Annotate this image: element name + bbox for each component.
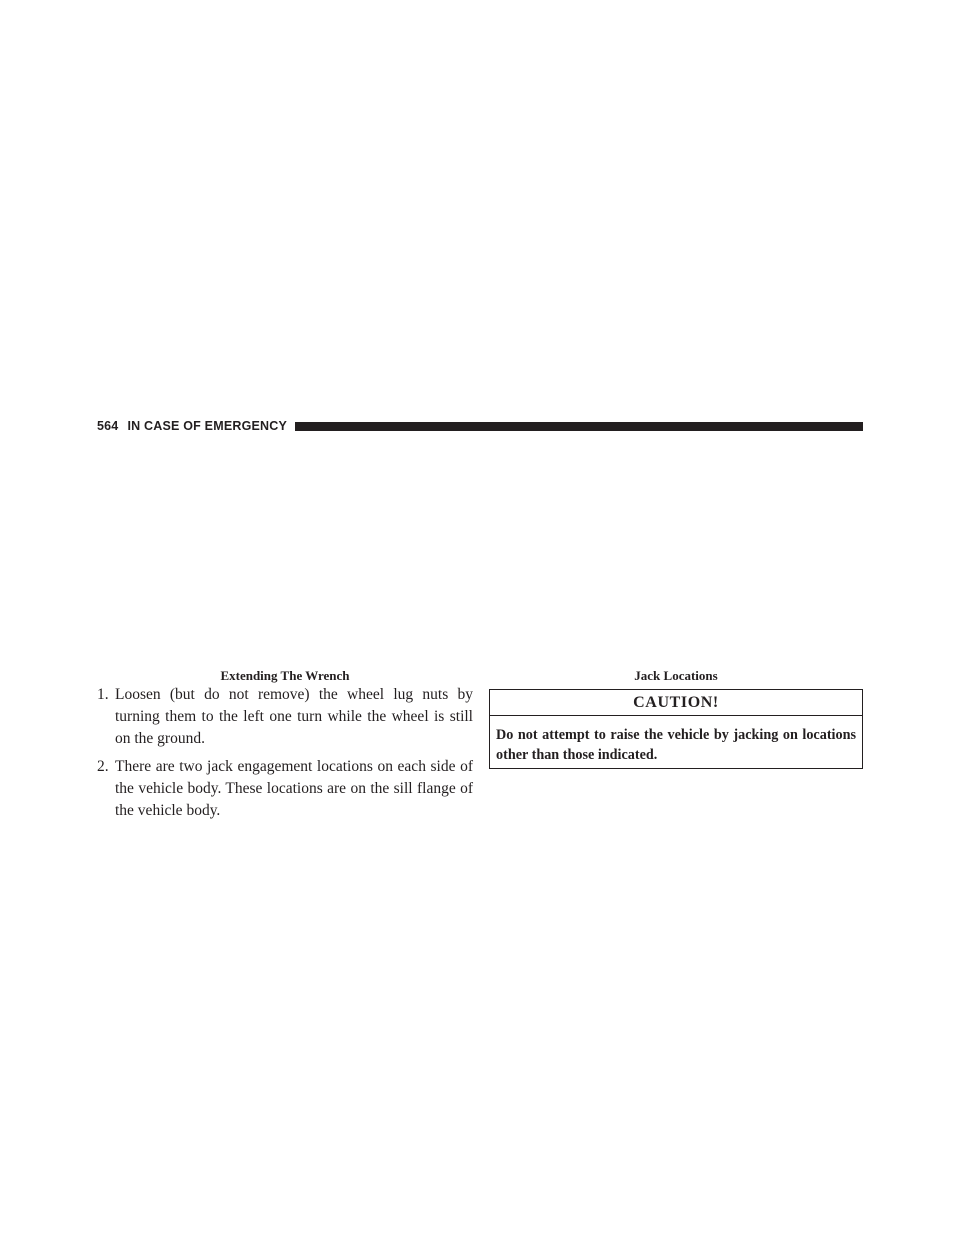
section-title: IN CASE OF EMERGENCY [127,419,288,433]
caution-box [489,689,863,769]
list-item [97,684,473,750]
caution-title: CAUTION! [490,690,862,716]
figure-caption-jack-locations: Jack Locations [634,668,718,683]
page-header [97,418,863,434]
figure-caption-extending-wrench: Extending The Wrench [220,668,350,683]
page-number: 564 [97,419,119,433]
step-number: 1. [97,686,109,703]
procedure-steps [97,684,473,828]
step-text: Loosen (but do not remove) the wheel lug nuts by turning them to the left one turn while the wheel is still on the ground. [115,686,473,747]
step-text: There are two jack engagement locations on each side of the vehicle body. These locations are on the sill flange of the vehicle body. [115,758,473,819]
step-number: 2. [97,758,109,775]
caution-text: Do not attempt to raise the vehicle by jacking on locations other than those indicated. [496,727,856,763]
header-rule [295,422,863,431]
list-item [97,756,473,822]
